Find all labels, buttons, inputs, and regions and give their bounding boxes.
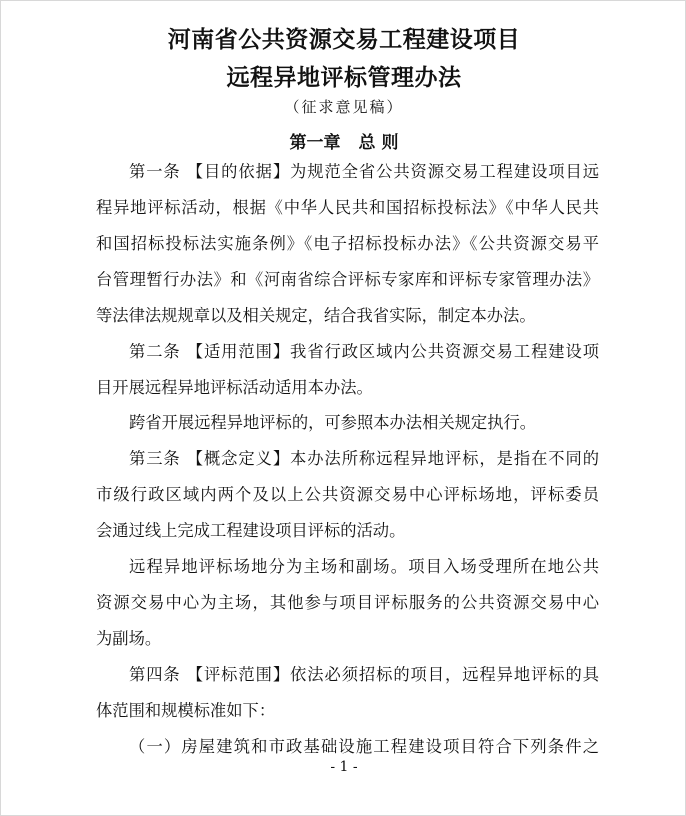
- document-title-line-2: 远程异地评标管理办法: [226, 65, 462, 91]
- paragraph-line: 第一条 【目的依据】为规范全省公共资源交易工程建设项目远: [129, 162, 599, 181]
- paragraph-line: 第二条 【适用范围】我省行政区域内公共资源交易工程建设项: [129, 342, 599, 361]
- draft-subtitle: （征求意见稿）: [284, 98, 404, 116]
- paragraph-line: 台管理暂行办法》和《河南省综合评标专家库和评标专家管理办法》: [96, 270, 599, 289]
- paragraph-line: 资源交易中心为主场，其他参与项目评标服务的公共资源交易中心: [96, 593, 599, 612]
- document-title-line-1: 河南省公共资源交易工程建设项目: [167, 27, 521, 53]
- paragraph-line: 目开展远程异地评标活动适用本办法。: [96, 378, 373, 397]
- chapter-heading: [1, 128, 686, 153]
- page-number: - 1 -: [330, 759, 358, 775]
- chapter-number: 第一章: [289, 133, 341, 153]
- paragraph-line: 第四条 【评标范围】依法必须招标的项目，远程异地评标的具: [129, 665, 599, 684]
- paragraph-line: 体范围和规模标准如下：: [96, 701, 276, 720]
- paragraph-line: 第三条 【概念定义】本办法所称远程异地评标，是指在不同的: [129, 449, 599, 468]
- paragraph-line: 远程异地评标场地分为主场和副场。项目入场受理所在地公共: [129, 557, 599, 576]
- paragraph-line: 为副场。: [96, 629, 162, 648]
- paragraph-line: （一）房屋建筑和市政基础设施工程建设项目符合下列条件之: [129, 737, 599, 756]
- paragraph-line: 跨省开展远程异地评标的，可参照本办法相关规定执行。: [129, 413, 537, 432]
- chapter-name: 总 则: [358, 133, 399, 153]
- paragraph-line: 会通过线上完成工程建设项目评标的活动。: [96, 521, 406, 540]
- paragraph-line: 市级行政区域内两个及以上公共资源交易中心评标场地，评标委员: [96, 485, 599, 504]
- paragraph-line: 程异地评标活动，根据《中华人民共和国招标投标法》《中华人民共: [96, 198, 599, 217]
- paragraph-line: 和国招标投标法实施条例》《电子招标投标办法》《公共资源交易平: [96, 234, 599, 253]
- paragraph-line: 等法律法规规章以及相关规定，结合我省实际，制定本办法。: [96, 306, 536, 325]
